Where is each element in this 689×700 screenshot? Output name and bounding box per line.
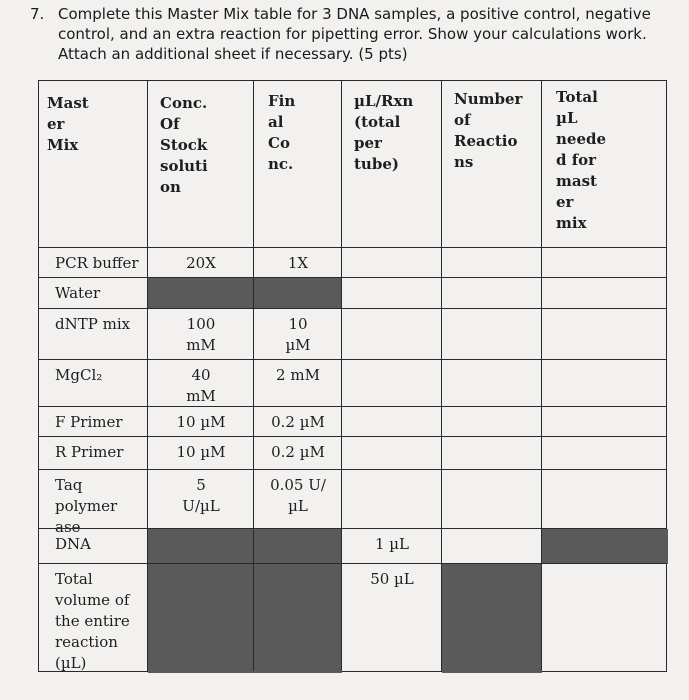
per-rxn-cell [342, 529, 442, 564]
num-reactions-cell [442, 529, 542, 564]
row-divider [39, 247, 666, 248]
stock-conc-value: 10 µM [176, 443, 226, 461]
row-label: the entire [55, 612, 130, 630]
row-divider [39, 359, 666, 360]
stock-conc-value: 10 µM [176, 413, 226, 431]
row-label: dNTP mix [55, 315, 131, 333]
header-text: (total [354, 113, 401, 131]
per-rxn-cell [342, 360, 442, 407]
final-conc-value: 0.2 µM [271, 443, 325, 461]
row-divider [39, 406, 666, 407]
master-mix-table [38, 80, 667, 672]
row-label: MgCl₂ [55, 366, 103, 384]
stock-conc-cell [148, 470, 254, 529]
per-rxn-cell [342, 437, 442, 470]
final-conc-cell [254, 470, 342, 529]
row-label-cell [39, 407, 148, 437]
total-ul-cell [542, 470, 668, 529]
total-ul-cell [542, 360, 668, 407]
header-text: d for [556, 151, 597, 169]
row-label: Taq [55, 476, 83, 494]
question-block [30, 4, 670, 64]
header-cell [148, 81, 254, 248]
row-label: (µL) [55, 654, 87, 672]
row-label: volume of [55, 591, 130, 609]
row-label-cell [39, 529, 148, 564]
shaded-cell [148, 529, 254, 673]
total-ul-cell [542, 564, 668, 673]
per-rxn-cell [342, 407, 442, 437]
total-ul-cell [542, 278, 668, 309]
stock-conc-value: mM [186, 387, 216, 405]
row-label-cell [39, 360, 148, 407]
num-reactions-cell [442, 309, 542, 360]
final-conc-value: µM [285, 336, 311, 354]
row-label: ase [55, 518, 81, 536]
row-divider [39, 308, 666, 309]
header-text: Of [160, 115, 180, 133]
header-text: of [454, 111, 471, 129]
header-text: ns [454, 153, 474, 171]
header-cell [542, 81, 668, 248]
stock-conc-cell [148, 309, 254, 360]
stock-conc-cell [148, 437, 254, 470]
num-reactions-cell [442, 360, 542, 407]
total-ul-cell [542, 309, 668, 360]
stock-conc-value: mM [186, 336, 216, 354]
header-text: soluti [160, 157, 208, 175]
column-divider [253, 81, 254, 671]
per-rxn-cell [342, 309, 442, 360]
final-conc-cell [254, 437, 342, 470]
shaded-cell [442, 564, 542, 673]
final-conc-cell [254, 360, 342, 407]
row-label-cell [39, 309, 148, 360]
final-conc-value: 1X [287, 254, 309, 272]
header-text: nc. [268, 155, 294, 173]
header-cell [254, 81, 342, 248]
shaded-cell [254, 529, 342, 673]
header-text: Co [268, 134, 290, 152]
shaded-cell [254, 278, 342, 309]
row-label-cell [39, 470, 148, 536]
total-ul-cell [542, 407, 668, 437]
stock-conc-cell [148, 407, 254, 437]
question-number: 7. [30, 5, 45, 23]
header-text: µL/Rxn [354, 92, 414, 110]
num-reactions-cell [442, 278, 542, 309]
row-label: PCR buffer [55, 254, 139, 272]
per-rxn-cell [342, 470, 442, 529]
row-label: Water [55, 284, 101, 302]
column-divider [147, 81, 148, 671]
column-divider [541, 81, 542, 671]
row-divider [39, 436, 666, 437]
num-reactions-cell [442, 470, 542, 529]
row-label: polymer [55, 497, 118, 515]
header-text: tube) [354, 155, 399, 173]
column-divider [341, 81, 342, 671]
stock-conc-value: 40 [191, 366, 211, 384]
column-divider [441, 81, 442, 671]
row-label-cell [39, 437, 148, 470]
header-cell [442, 81, 542, 248]
header-text: mix [556, 214, 587, 232]
stock-conc-value: U/µL [182, 497, 220, 515]
row-label-cell [39, 278, 148, 309]
row-label: DNA [55, 535, 91, 553]
row-divider [39, 277, 666, 278]
final-conc-value: 0.2 µM [271, 413, 325, 431]
header-text: Mast [47, 94, 89, 112]
row-divider [39, 563, 666, 564]
per-rxn-value: 1 µL [374, 535, 410, 553]
final-conc-value: µL [288, 497, 308, 515]
header-text: mast [556, 172, 597, 190]
header-text: Mix [47, 136, 79, 154]
header-text: Total [556, 88, 598, 106]
final-conc-cell [254, 248, 342, 278]
final-conc-value: 2 mM [276, 366, 320, 384]
stock-conc-cell [148, 360, 254, 407]
stock-conc-value: 20X [186, 254, 216, 272]
row-label: reaction [55, 633, 118, 651]
header-text: µL [556, 109, 578, 127]
row-label: R Primer [55, 443, 124, 461]
per-rxn-cell [342, 248, 442, 278]
final-conc-cell [254, 309, 342, 360]
row-label-cell [39, 564, 148, 673]
header-text: er [47, 115, 65, 133]
row-divider [39, 469, 666, 470]
stock-conc-value: 100 [186, 315, 216, 333]
per-rxn-cell [342, 564, 442, 673]
row-label: Total [55, 570, 93, 588]
stock-conc-cell [148, 248, 254, 278]
num-reactions-cell [442, 407, 542, 437]
header-cell [342, 81, 442, 248]
final-conc-value: 0.05 U/ [270, 476, 326, 494]
row-divider [39, 528, 666, 529]
header-text: er [556, 193, 574, 211]
row-label: F Primer [55, 413, 123, 431]
header-text: Stock [160, 136, 208, 154]
header-text: on [160, 178, 181, 196]
header-text: Reactio [454, 132, 518, 150]
final-conc-cell [254, 407, 342, 437]
per-rxn-cell [342, 278, 442, 309]
final-conc-value: 10 [288, 315, 308, 333]
shaded-cell [148, 278, 254, 309]
header-text: per [354, 134, 382, 152]
header-text: neede [556, 130, 607, 148]
num-reactions-cell [442, 248, 542, 278]
row-label-cell [39, 248, 148, 278]
per-rxn-value: 50 µL [370, 570, 414, 588]
header-cell [39, 81, 148, 248]
header-text: al [268, 113, 284, 131]
header-text: Conc. [160, 94, 208, 112]
header-text: Number [454, 90, 523, 108]
header-text: Fin [268, 92, 296, 110]
num-reactions-cell [442, 437, 542, 470]
total-ul-cell [542, 248, 668, 278]
shaded-cell [542, 529, 668, 564]
stock-conc-value: 5 [196, 476, 206, 494]
question-text: Complete this Master Mix table for 3 DNA samples, a positive control, negative control, and an extra reaction for pipetting error. Show your calculations work. Attach an additional sheet if necessary. (5 pts) [58, 5, 651, 63]
total-ul-cell [542, 437, 668, 470]
